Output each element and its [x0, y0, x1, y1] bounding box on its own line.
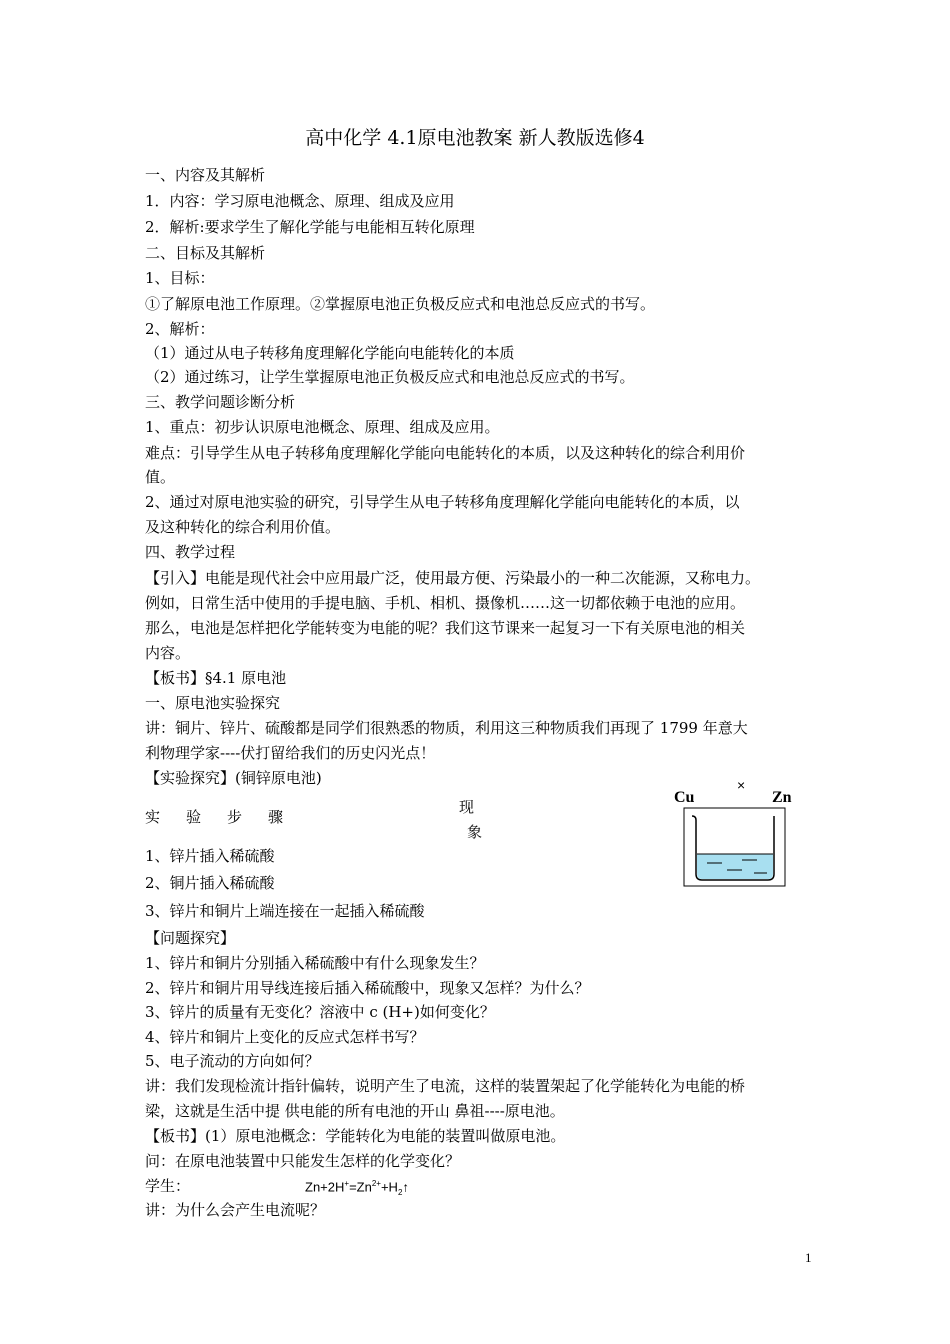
phenomenon-header-bottom: 象: [467, 823, 483, 841]
text-line: 四、教学过程: [145, 543, 236, 561]
text-line: 【板书】§4.1 原电池: [145, 669, 287, 687]
text-line: 2、解析：: [145, 320, 215, 338]
text-line: （2）通过练习，让学生掌握原电池正负极反应式和电池总反应式的书写。: [145, 368, 635, 386]
text-line: 1、重点：初步认识原电池概念、原理、组成及应用。: [145, 418, 500, 436]
text-line: 利物理学家----伏打留给我们的历史闪光点！: [145, 744, 436, 762]
text-line: 一、内容及其解析: [145, 166, 266, 184]
text-line: 内容。: [145, 644, 191, 662]
text-line: 1．内容：学习原电池概念、原理、组成及应用: [145, 192, 455, 210]
zinc-label: Zn: [772, 789, 792, 806]
text-line: 3、锌片的质量有无变化？溶液中 c (H+)如何变化？: [145, 1003, 495, 1021]
text-line: 讲：为什么会产生电流呢？: [145, 1201, 326, 1219]
text-line: 【板书】(1）原电池概念：学能转化为电能的装置叫做原电池。: [145, 1127, 566, 1145]
steps-header-char: 实: [145, 808, 161, 826]
beaker-diagram: [672, 774, 802, 889]
text-line: 三、教学问题诊断分析: [145, 393, 296, 411]
acid-liquid: [697, 854, 773, 879]
text-line: （1）通过从电子转移角度理解化学能向电能转化的本质: [145, 344, 515, 362]
steps-header-char: 步: [227, 808, 243, 826]
eq-part: =Zn: [349, 1179, 372, 1195]
gas-arrow: ↑: [402, 1179, 409, 1195]
eq-sup: 2+: [371, 1179, 381, 1188]
steps-header-char: 验: [186, 808, 202, 826]
document-title: 高中化学 4.1原电池教案 新人教版选修4: [305, 127, 645, 149]
text-line: 二、目标及其解析: [145, 244, 266, 262]
text-line: 及这种转化的综合利用价值。: [145, 518, 341, 536]
text-line: 讲：我们发现检流计指针偏转，说明产生了电流，这样的装置架起了化学能转化为电能的桥: [145, 1077, 746, 1095]
text-line: 2．解析:要求学生了解化学能与电能相互转化原理: [145, 218, 475, 236]
table-row: 1、锌片插入稀硫酸: [145, 847, 275, 865]
diagram-mark: ×: [737, 777, 746, 793]
steps-header: [145, 806, 309, 827]
text-line: 梁，这就是生活中提 供电能的所有电池的开山 鼻祖----原电池。: [145, 1102, 565, 1120]
text-line: 1、目标：: [145, 269, 215, 287]
eq-sup: +: [344, 1179, 350, 1188]
eq-sub: 2: [397, 1187, 403, 1197]
text-line: 5、电子流动的方向如何？: [145, 1052, 320, 1070]
text-line: 学生：: [145, 1177, 191, 1195]
text-line: 例如，日常生活中使用的手提电脑、手机、相机、摄像机……这一切都依赖于电池的应用。: [145, 594, 746, 612]
text-line: 值。: [145, 468, 176, 486]
table-row: 2、铜片插入稀硫酸: [145, 874, 275, 892]
text-line: 问：在原电池装置中只能发生怎样的化学变化？: [145, 1152, 461, 1170]
text-line: 【问题探究】: [145, 929, 236, 947]
text-line: 一、原电池实验探究: [145, 694, 281, 712]
copper-label: Cu: [674, 789, 695, 806]
page-number: 1: [805, 1250, 812, 1265]
eq-part: +H: [380, 1179, 398, 1195]
text-line: 2、锌片和铜片用导线连接后插入稀硫酸中，现象又怎样？为什么？: [145, 979, 590, 997]
steps-header-char: 骤: [268, 808, 284, 826]
phenomenon-header-top: 现: [459, 798, 475, 816]
text-line: ①了解原电池工作原理。②掌握原电池正负极反应式和电池总反应式的书写。: [145, 295, 656, 313]
text-line: 【实验探究】(铜锌原电池): [145, 769, 322, 787]
text-line: 1、锌片和铜片分别插入稀硫酸中有什么现象发生？: [145, 954, 485, 972]
text-line: 【引入】电能是现代社会中应用最广泛，使用最方便、污染最小的一种二次能源，又称电力。: [145, 569, 761, 587]
eq-part: Zn+2H: [305, 1179, 345, 1195]
table-row: 3、锌片和铜片上端连接在一起插入稀硫酸: [145, 902, 425, 920]
text-line: 讲：铜片、锌片、硫酸都是同学们很熟悉的物质，利用这三种物质我们再现了 1799 年意大: [145, 719, 748, 737]
text-line: 难点：引导学生从电子转移角度理解化学能向电能转化的本质，以及这种转化的综合利用价: [145, 444, 746, 462]
reaction-equation: [305, 1179, 409, 1197]
text-line: 2、通过对原电池实验的研究，引导学生从电子转移角度理解化学能向电能转化的本质，以: [145, 493, 740, 511]
text-line: 那么，电池是怎样把化学能转变为电能的呢？我们这节课来一起复习一下有关原电池的相关: [145, 619, 746, 637]
text-line: 4、锌片和铜片上变化的反应式怎样书写？: [145, 1028, 425, 1046]
